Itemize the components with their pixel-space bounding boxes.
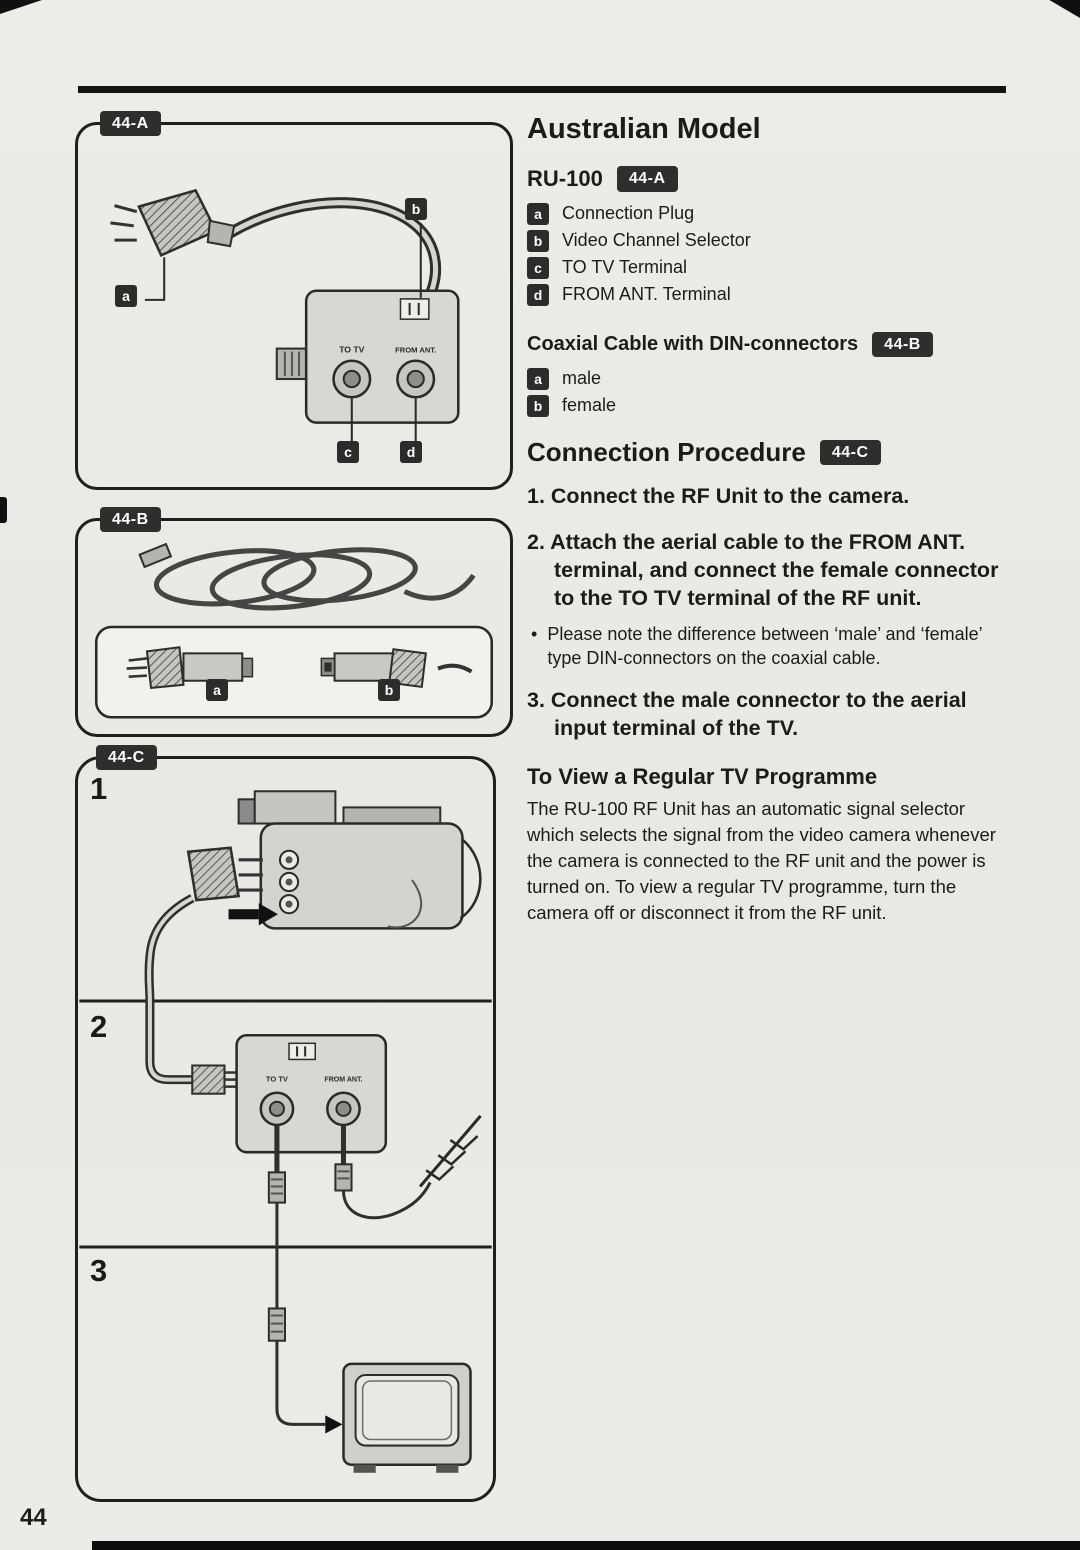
to-tv-label: TO TV xyxy=(339,344,365,355)
coax-legend xyxy=(527,365,1009,419)
legend-label: FROM ANT. Terminal xyxy=(562,284,731,304)
tv-programme-body: The RU-100 RF Unit has an automatic signal selector which selects the signal from the video camera whenever the camera is connected to the RF unit and the power is turned on. To view a regular TV programme, turn the camera off or disconnect it from the RF unit. xyxy=(527,798,996,924)
procedure-figure-ref-badge: 44-C xyxy=(820,440,881,465)
coax-figure-ref-badge: 44-B xyxy=(872,332,933,357)
tv-illustration xyxy=(343,1364,470,1473)
ru100-heading-row xyxy=(527,166,1009,192)
legend-key: b xyxy=(527,395,549,417)
note-text: Please note the difference between ‘male’ and ‘female’ type DIN-connectors on the coaxial cable. xyxy=(547,624,982,669)
from-ant-label: FROM ANT. xyxy=(324,1076,363,1084)
camcorder-illustration xyxy=(239,791,481,928)
legend-label: female xyxy=(562,395,617,416)
legend-key: c xyxy=(527,257,549,279)
callout-d: d xyxy=(400,441,422,463)
legend-item xyxy=(527,254,1009,281)
legend-label: Connection Plug xyxy=(562,203,695,223)
text-column xyxy=(527,112,1009,926)
rf-unit-body-illustration xyxy=(237,1035,386,1152)
cable-to-unit-illustration xyxy=(150,1001,237,1094)
legend-key: a xyxy=(527,368,549,390)
arrow-icon xyxy=(325,1415,342,1433)
coiled-cable-illustration xyxy=(140,543,474,615)
callout-c: c xyxy=(337,441,359,463)
legend-label: Video Channel Selector xyxy=(562,230,751,250)
figure-44a xyxy=(75,115,513,490)
top-rule xyxy=(78,86,1006,93)
ru100-heading: RU-100 xyxy=(527,166,603,191)
procedure-step-3: 3. Connect the male connector to the aerial input terminal of the TV. xyxy=(527,688,967,741)
figure-44b xyxy=(75,511,513,737)
procedure-heading: Connection Procedure xyxy=(527,437,806,468)
callout-a: a xyxy=(206,679,228,701)
figure-tag-44c: 44-C xyxy=(96,745,157,770)
av-plug-illustration xyxy=(188,848,263,900)
antenna-icon xyxy=(420,1116,480,1187)
legend-label: male xyxy=(562,368,602,389)
from-ant-label: FROM ANT. xyxy=(395,345,437,355)
bullet-icon: • xyxy=(531,624,538,645)
legend-key: b xyxy=(527,230,549,252)
scan-artifact xyxy=(1046,0,1080,18)
callout-b: b xyxy=(405,198,427,220)
procedure-step-2: 2. Attach the aerial cable to the FROM ANT. terminal, and connect the female connector to the TO TV terminal of the RF unit. xyxy=(527,530,999,611)
coax-heading-row xyxy=(527,332,1009,357)
procedure-note xyxy=(527,622,1009,670)
step-number-2: 2 xyxy=(90,1009,108,1044)
coax-heading: Coaxial Cable with DIN-connectors xyxy=(527,333,859,356)
camera-cable-illustration xyxy=(149,898,192,1001)
legend-item xyxy=(527,365,1009,392)
scan-artifact xyxy=(0,497,7,523)
figure-tag-44a: 44-A xyxy=(100,111,161,136)
step-number-3: 3 xyxy=(90,1253,108,1288)
page-title: Australian Model xyxy=(527,113,761,145)
strain-relief-illustration xyxy=(277,349,309,379)
callout-b: b xyxy=(378,679,400,701)
rf-unit-diagram xyxy=(78,125,510,487)
coaxial-cable-diagram xyxy=(78,521,510,734)
ru100-figure-ref-badge: 44-A xyxy=(617,166,678,191)
legend-item xyxy=(527,200,1009,227)
legend-key: d xyxy=(527,284,549,306)
cable-to-tv-illustration xyxy=(269,1247,343,1434)
connection-procedure-diagram xyxy=(78,759,493,1499)
legend-item xyxy=(527,392,1009,419)
legend-item xyxy=(527,227,1009,254)
scan-artifact-bottom xyxy=(92,1541,1080,1550)
figure-tag-44b: 44-B xyxy=(100,507,161,532)
callout-line-a xyxy=(145,257,164,300)
figure-44c xyxy=(75,749,496,1502)
procedure-step-1: 1. Connect the RF Unit to the camera. xyxy=(527,484,910,509)
rf-plug-illustration xyxy=(110,190,234,255)
page-number: 44 xyxy=(20,1504,47,1531)
callout-a: a xyxy=(115,285,137,307)
legend-label: TO TV Terminal xyxy=(562,257,688,277)
legend-item xyxy=(527,281,1009,308)
step-number-1: 1 xyxy=(90,771,108,806)
legend-key: a xyxy=(527,203,549,225)
rf-unit-body-illustration xyxy=(306,291,458,423)
procedure-heading-row xyxy=(527,437,1009,468)
tv-programme-heading: To View a Regular TV Programme xyxy=(527,764,878,790)
ru100-legend xyxy=(527,200,1009,308)
to-tv-label: TO TV xyxy=(265,1074,288,1084)
scan-artifact xyxy=(0,0,42,14)
channel-display xyxy=(400,299,428,319)
